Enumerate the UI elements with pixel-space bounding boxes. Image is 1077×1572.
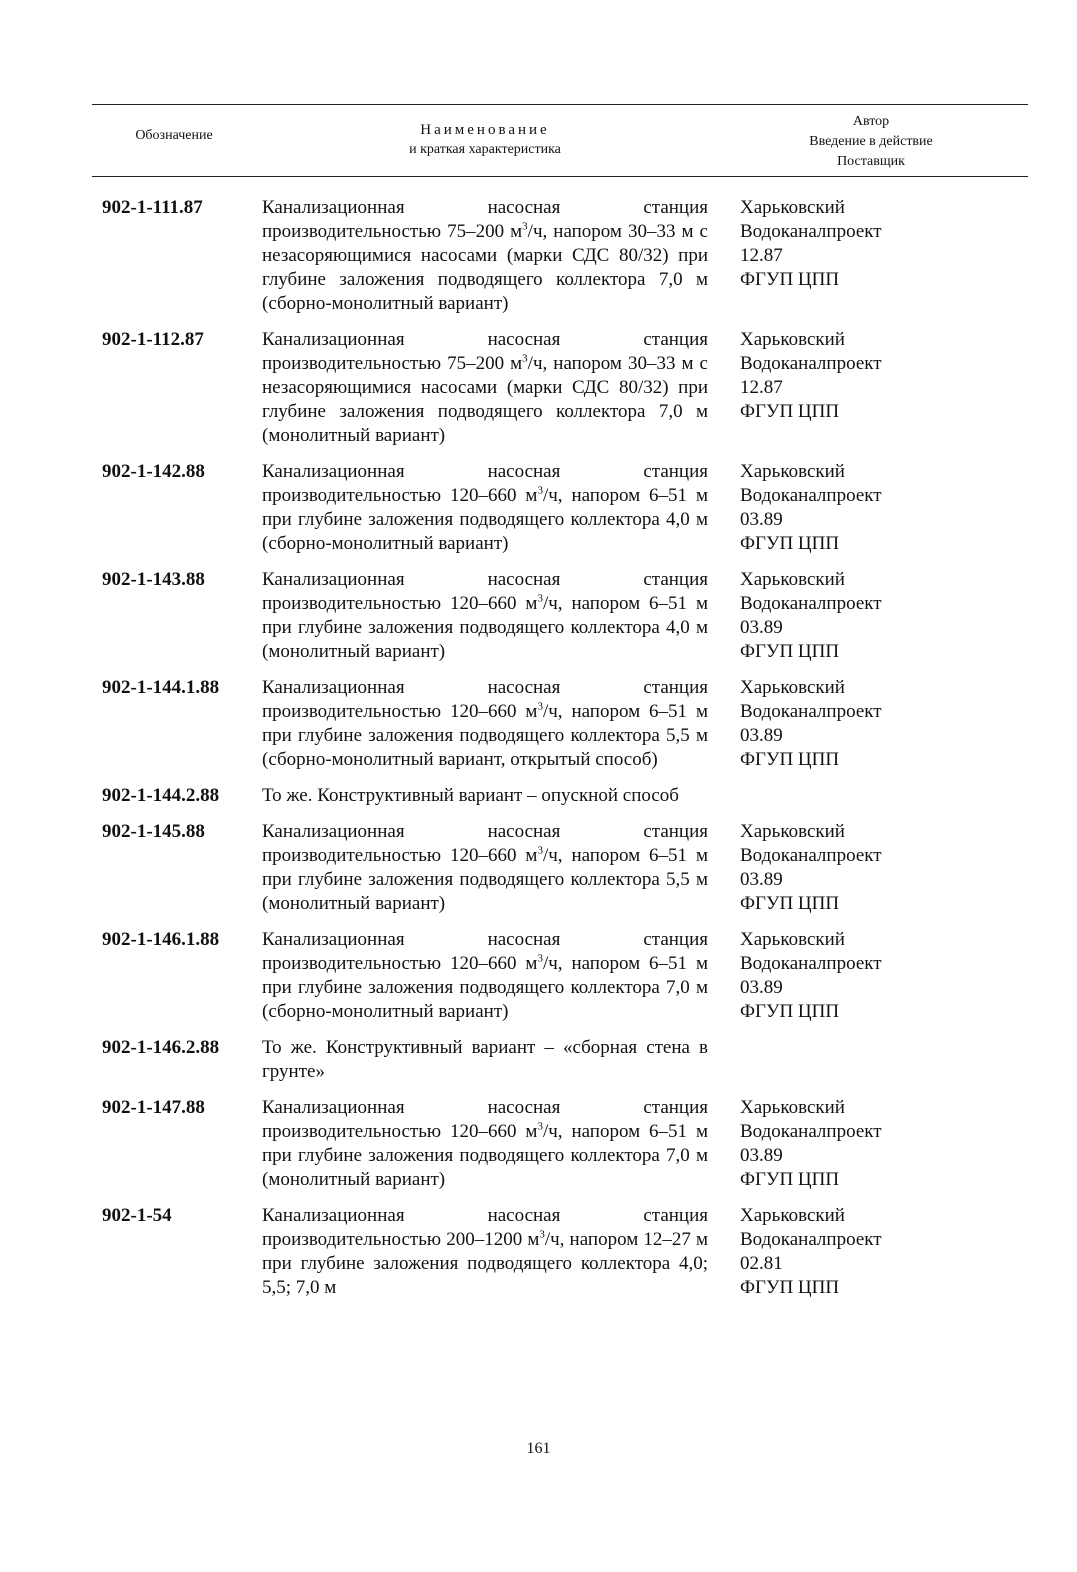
row-description — [262, 568, 708, 664]
table-body — [0, 196, 1077, 1312]
row-author-line: 03.89 — [740, 617, 783, 638]
row-author-line: Водоканалпроект — [740, 1121, 882, 1142]
page-number: 161 — [526, 1440, 551, 1457]
row-author-line: ФГУП ЦПП — [740, 1169, 840, 1190]
unit-superscript: 3 — [522, 352, 528, 365]
row-description-text: /ч, напором 6–51 м при глубине заложения подводящего коллектора 5,5 м (сборно-монолитный вариант, открытый способ) — [262, 701, 708, 770]
row-author — [740, 196, 990, 292]
row-author-line: Харьковский — [740, 821, 845, 842]
row-author-line: 03.89 — [740, 977, 783, 998]
row-code: 902-1-147.88 — [102, 1097, 205, 1118]
table-row — [0, 460, 1077, 556]
row-author-line: 12.87 — [740, 245, 783, 266]
header-author-line: Автор — [852, 114, 890, 129]
row-code: 902-1-146.2.88 — [102, 1037, 220, 1058]
header-name-subtitle: и краткая характеристика — [409, 142, 561, 157]
table-top-rule — [92, 104, 1028, 105]
row-code: 902-1-143.88 — [102, 569, 205, 590]
header-supplier-line: Поставщик — [837, 154, 905, 169]
row-description-text: Канализационная насосная станция производительностью 75–200 м — [262, 329, 708, 374]
row-author-line: Харьковский — [740, 329, 845, 350]
row-description-text: /ч, напором 30–33 м с незасоряющимися насосами (марки СДС 80/32) при глубине заложения подводящего коллектора 7,0 м (монолитный вариант) — [262, 353, 708, 446]
header-name — [262, 120, 708, 160]
row-description — [262, 328, 708, 448]
row-description-text: /ч, напором 6–51 м при глубине заложения подводящего коллектора 7,0 м (сборно-монолитный вариант) — [262, 953, 708, 1022]
row-description-text: Канализационная насосная станция производительностью 120–660 м — [262, 677, 708, 722]
row-author — [740, 820, 990, 916]
row-author-line: Водоканалпроект — [740, 485, 882, 506]
header-code: Обозначение — [135, 128, 213, 143]
row-author-line: ФГУП ЦПП — [740, 269, 840, 290]
row-description-text: Канализационная насосная станция производительностью 120–660 м — [262, 821, 708, 866]
unit-superscript: 3 — [539, 1228, 545, 1241]
row-author — [740, 328, 990, 424]
table-row — [0, 196, 1077, 316]
row-author-line: Водоканалпроект — [740, 1229, 882, 1250]
row-code: 902-1-142.88 — [102, 461, 205, 482]
table-row — [0, 328, 1077, 448]
row-description — [262, 196, 708, 316]
row-author — [740, 460, 990, 556]
row-description — [262, 1036, 708, 1084]
row-description-text: Канализационная насосная станция производительностью 200–1200 м — [262, 1205, 708, 1250]
row-author-line: 03.89 — [740, 725, 783, 746]
row-author-line: ФГУП ЦПП — [740, 1001, 840, 1022]
row-code: 902-1-144.2.88 — [102, 785, 220, 806]
row-description-text: Канализационная насосная станция производительностью 120–660 м — [262, 929, 708, 974]
table-row — [0, 1204, 1077, 1300]
row-author-line: 03.89 — [740, 509, 783, 530]
unit-superscript: 3 — [537, 592, 543, 605]
row-code: 902-1-54 — [102, 1205, 172, 1226]
row-author-line: Водоканалпроект — [740, 593, 882, 614]
table-row — [0, 1096, 1077, 1192]
row-description — [262, 1096, 708, 1192]
row-author-line: 02.81 — [740, 1253, 783, 1274]
row-description-text: /ч, напором 6–51 м при глубине заложения подводящего коллектора 7,0 м (монолитный вариант) — [262, 1121, 708, 1190]
row-author-line: ФГУП ЦПП — [740, 641, 840, 662]
row-author-line: Водоканалпроект — [740, 953, 882, 974]
unit-superscript: 3 — [537, 844, 543, 857]
table-row — [0, 820, 1077, 916]
row-description-text: /ч, напором 30–33 м с незасоряющимися насосами (марки СДС 80/32) при глубине заложения подводящего коллектора 7,0 м (сборно-монолитный вариант) — [262, 221, 708, 314]
row-description-text: Канализационная насосная станция производительностью 120–660 м — [262, 569, 708, 614]
row-author — [740, 928, 990, 1024]
row-description-text: /ч, напором 12–27 м при глубине заложения подводящего коллектора 4,0; 5,5; 7,0 м — [262, 1229, 708, 1298]
header-name-title: Наименование — [420, 122, 550, 138]
row-author-line: Водоканалпроект — [740, 353, 882, 374]
row-author-line: ФГУП ЦПП — [740, 893, 840, 914]
row-description — [262, 820, 708, 916]
row-code: 902-1-144.1.88 — [102, 677, 220, 698]
row-author-line: Водоканалпроект — [740, 701, 882, 722]
row-author-line: 12.87 — [740, 377, 783, 398]
table-row — [0, 676, 1077, 772]
row-author — [740, 568, 990, 664]
row-author-line: Водоканалпроект — [740, 221, 882, 242]
row-author-line: ФГУП ЦПП — [740, 533, 840, 554]
row-author — [740, 1204, 990, 1300]
row-author-line: ФГУП ЦПП — [740, 1277, 840, 1298]
row-code: 902-1-111.87 — [102, 197, 203, 218]
row-author-line: Харьковский — [740, 461, 845, 482]
row-description-text: /ч, напором 6–51 м при глубине заложения подводящего коллектора 5,5 м (монолитный вариант) — [262, 845, 708, 914]
header-author — [740, 112, 1002, 172]
row-description — [262, 1204, 708, 1300]
row-author-line: Харьковский — [740, 1097, 845, 1118]
row-description-text: /ч, напором 6–51 м при глубине заложения подводящего коллектора 4,0 м (сборно-монолитный вариант) — [262, 485, 708, 554]
row-code: 902-1-146.1.88 — [102, 929, 220, 950]
row-author-line: Харьковский — [740, 569, 845, 590]
row-author-line: ФГУП ЦПП — [740, 749, 840, 770]
row-description-text: Канализационная насосная станция производительностью 120–660 м — [262, 1097, 708, 1142]
row-description-text: Канализационная насосная станция производительностью 120–660 м — [262, 461, 708, 506]
row-description — [262, 784, 708, 808]
row-description — [262, 676, 708, 772]
row-description-text: /ч, напором 6–51 м при глубине заложения подводящего коллектора 4,0 м (монолитный вариант) — [262, 593, 708, 662]
row-description — [262, 460, 708, 556]
row-author-line: Харьковский — [740, 1205, 845, 1226]
row-author-line: Водоканалпроект — [740, 845, 882, 866]
row-author-line: 03.89 — [740, 869, 783, 890]
row-author-line: Харьковский — [740, 929, 845, 950]
row-code: 902-1-112.87 — [102, 329, 204, 350]
table-header-rule — [92, 176, 1028, 177]
table-row — [0, 1036, 1077, 1084]
unit-superscript: 3 — [537, 952, 543, 965]
unit-superscript: 3 — [522, 220, 528, 233]
unit-superscript: 3 — [537, 1120, 543, 1133]
row-author-line: ФГУП ЦПП — [740, 401, 840, 422]
row-author-line: Харьковский — [740, 197, 845, 218]
table-row — [0, 568, 1077, 664]
row-code: 902-1-145.88 — [102, 821, 205, 842]
row-description-text: То же. Конструктивный вариант – опускной способ — [262, 785, 679, 806]
row-description — [262, 928, 708, 1024]
row-description-text: То же. Конструктивный вариант – «сборная стена в грунте» — [262, 1037, 708, 1082]
row-author-line: 03.89 — [740, 1145, 783, 1166]
row-author-line: Харьковский — [740, 677, 845, 698]
unit-superscript: 3 — [537, 700, 543, 713]
row-author — [740, 1096, 990, 1192]
row-description-text: Канализационная насосная станция производительностью 75–200 м — [262, 197, 708, 242]
header-date-line: Введение в действие — [809, 134, 933, 149]
table-row — [0, 928, 1077, 1024]
unit-superscript: 3 — [537, 484, 543, 497]
table-row — [0, 784, 1077, 808]
row-author — [740, 676, 990, 772]
